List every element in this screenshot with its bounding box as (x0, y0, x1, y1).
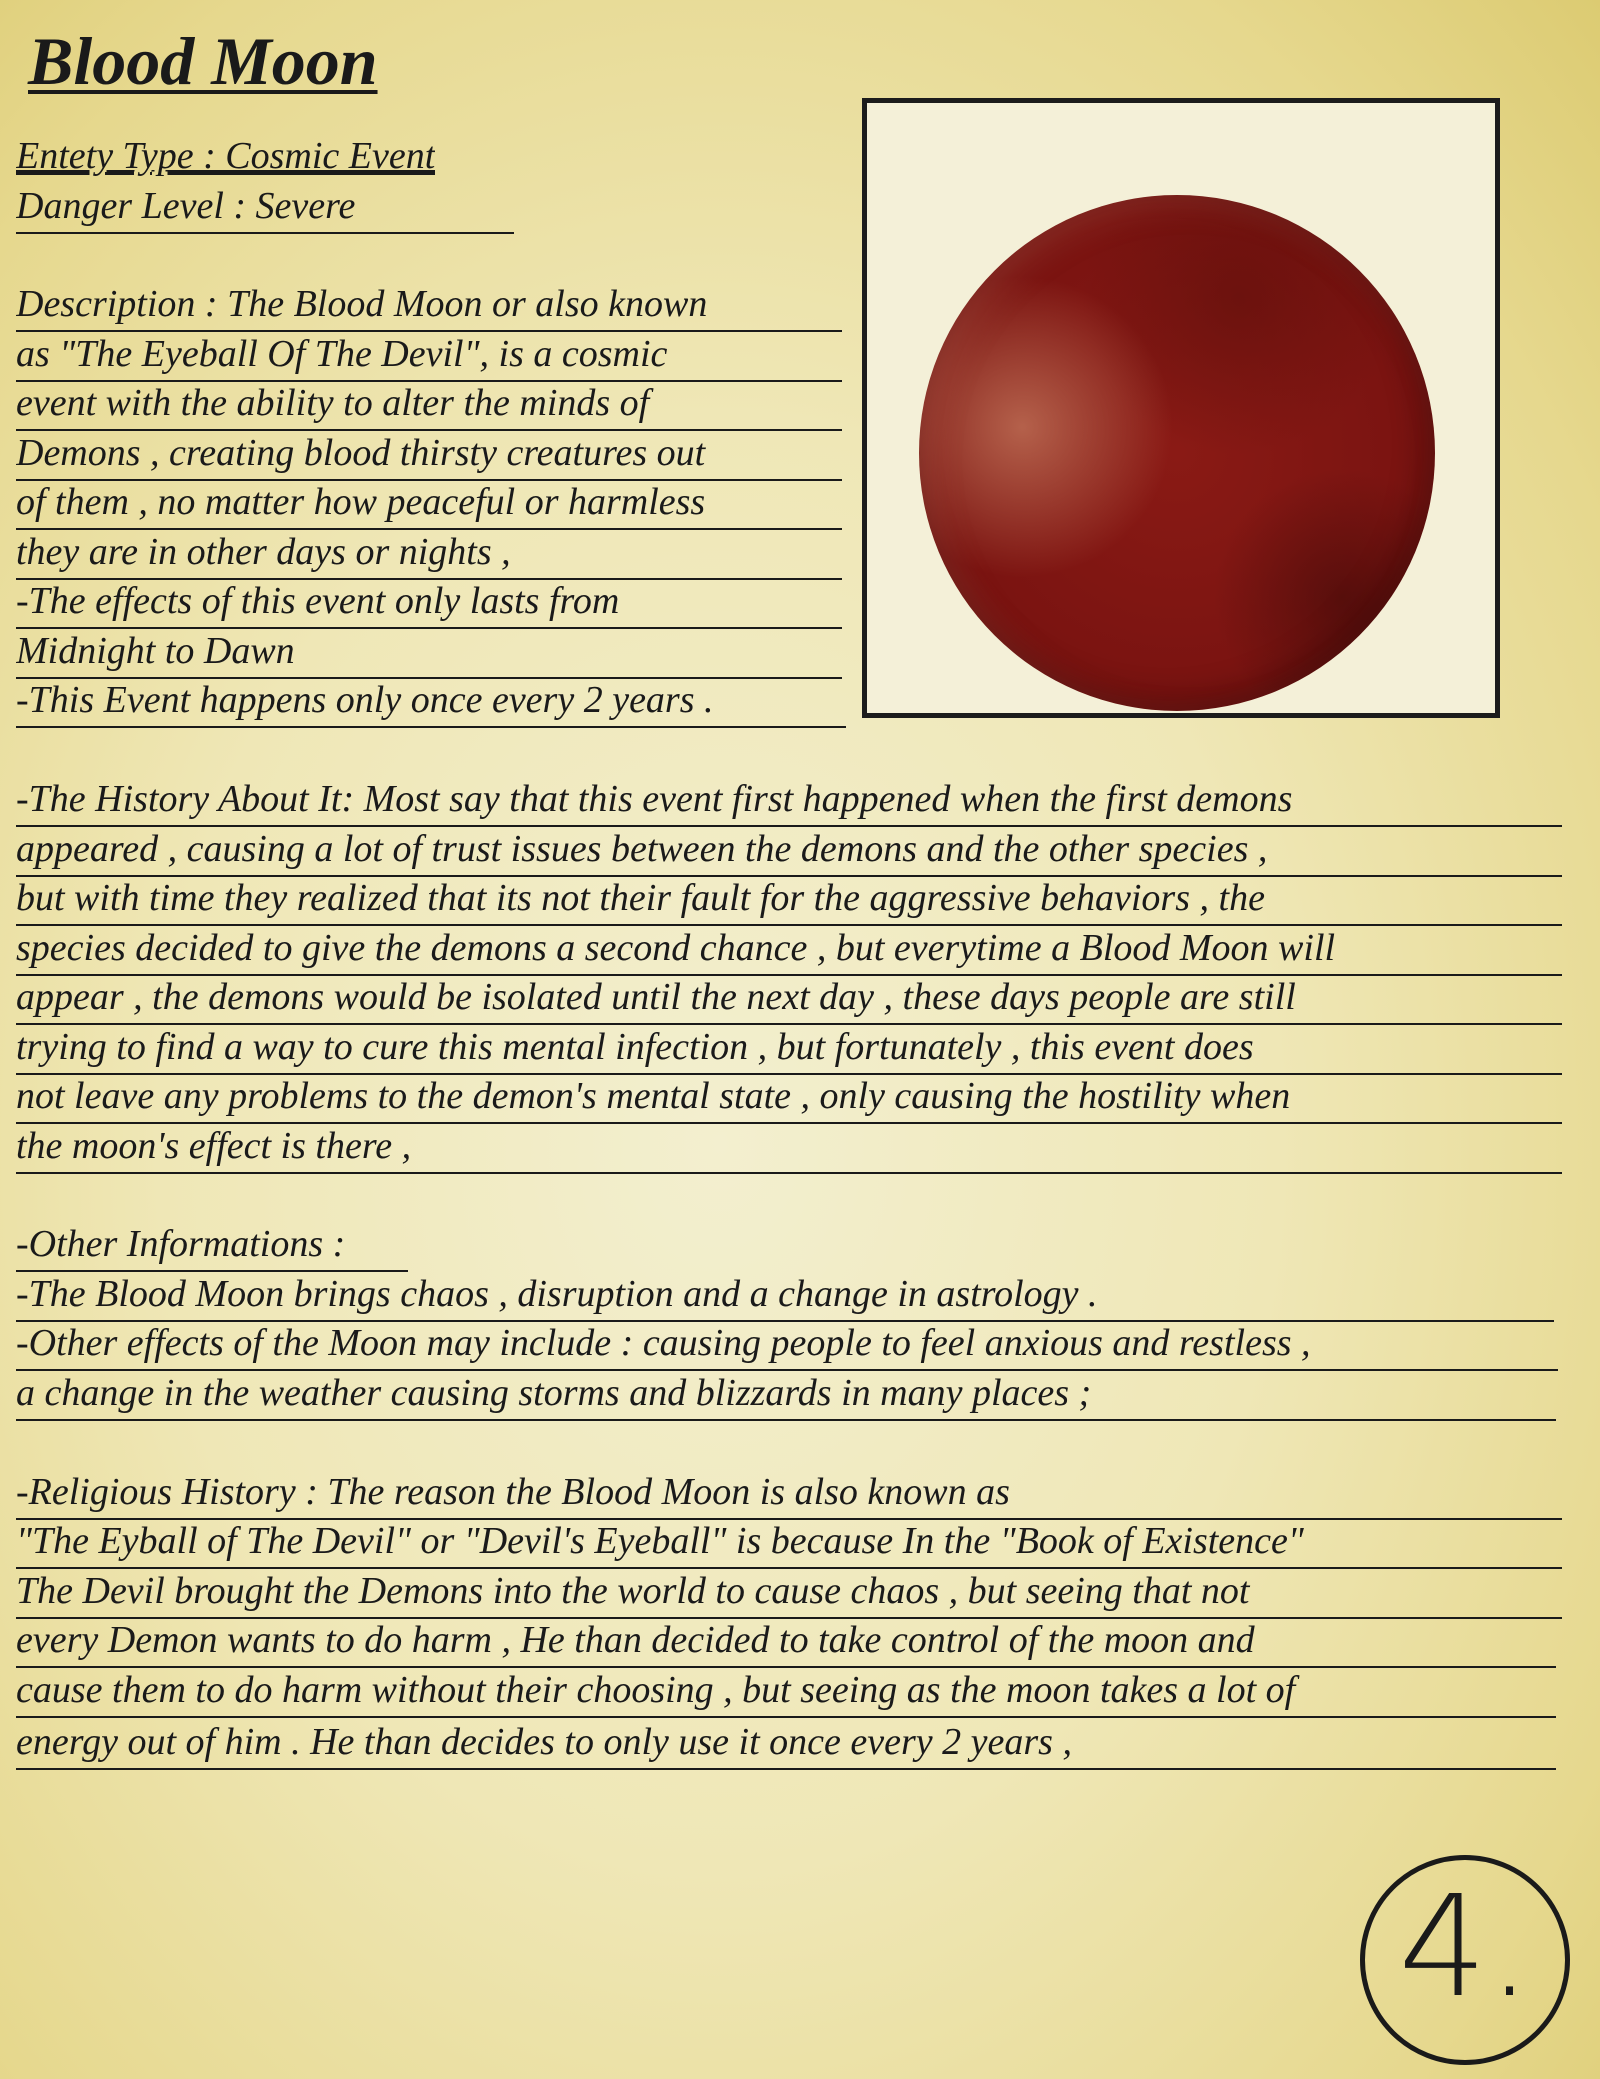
page-number-badge (1360, 1855, 1570, 2065)
moon-image-frame (862, 98, 1500, 718)
religious-line: -Religious History : The reason the Blood Moon is also known as (16, 1470, 1562, 1520)
other-info-line: -The Blood Moon brings chaos , disruption and a change in astrology . (16, 1272, 1554, 1322)
religious-line: "The Eyball of The Devil" or "Devil's Eyeball" is because In the "Book of Existence" (16, 1519, 1562, 1569)
religious-line: energy out of him . He than decides to only use it once every 2 years , (16, 1720, 1556, 1770)
page-number: 4. (1398, 1866, 1532, 2029)
history-line: the moon's effect is there , (16, 1124, 1562, 1174)
religious-line: The Devil brought the Demons into the world to cause chaos , but seeing that not (16, 1569, 1562, 1619)
description-line: of them , no matter how peaceful or harmless (16, 480, 842, 530)
history-line: appear , the demons would be isolated until the next day , these days people are still (16, 975, 1562, 1025)
description-line: Demons , creating blood thirsty creatures out (16, 431, 842, 481)
religious-line: every Demon wants to do harm , He than decided to take control of the moon and (16, 1618, 1556, 1668)
other-info-heading: -Other Informations : (16, 1222, 408, 1272)
description-line: as "The Eyeball Of The Devil", is a cosmic (16, 332, 842, 382)
description-line: Midnight to Dawn (16, 629, 842, 679)
page-title: Blood Moon (28, 23, 378, 99)
danger-level: Danger Level : Severe (16, 184, 514, 234)
entity-type: Entety Type : Cosmic Event (16, 135, 436, 177)
religious-line: cause them to do harm without their choosing , but seeing as the moon takes a lot of (16, 1668, 1556, 1718)
description-line: they are in other days or nights , (16, 530, 842, 580)
blood-moon-image (919, 195, 1435, 711)
other-info-line: -Other effects of the Moon may include : causing people to feel anxious and restless , (16, 1321, 1558, 1371)
other-info-line: a change in the weather causing storms and blizzards in many places ; (16, 1371, 1556, 1421)
history-line: not leave any problems to the demon's mental state , only causing the hostility when (16, 1074, 1562, 1124)
history-line: trying to find a way to cure this mental infection , but fortunately , this event does (16, 1025, 1562, 1075)
description-line: event with the ability to alter the minds of (16, 381, 842, 431)
description-line: Description : The Blood Moon or also known (16, 282, 842, 332)
description-line: -This Event happens only once every 2 years . (16, 678, 846, 728)
description-line: -The effects of this event only lasts from (16, 579, 842, 629)
history-line: appeared , causing a lot of trust issues between the demons and the other species , (16, 827, 1562, 877)
history-line: but with time they realized that its not their fault for the aggressive behaviors , the (16, 876, 1562, 926)
history-line: -The History About It: Most say that this event first happened when the first demons (16, 777, 1562, 827)
history-line: species decided to give the demons a second chance , but everytime a Blood Moon will (16, 926, 1562, 976)
